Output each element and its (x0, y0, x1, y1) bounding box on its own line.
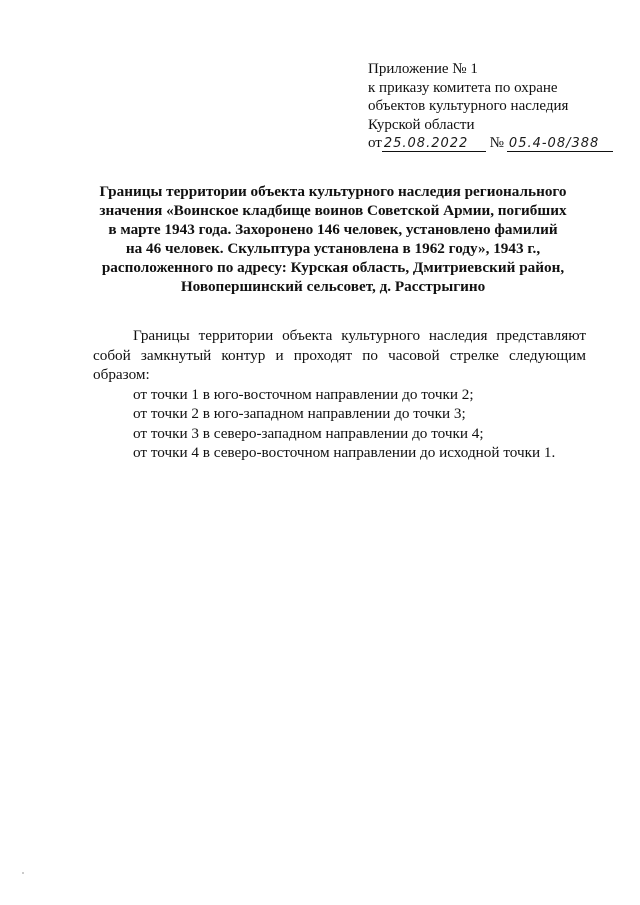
boundary-item: от точки 4 в северо-восточном направлении до исходной точки 1. (133, 444, 556, 461)
appendix-title: Приложение № 1 (368, 61, 478, 77)
intro-paragraph: Границы территории объекта культурного наследия представляют собой замкнутый контур и проходят по часовой стрелке следующим образом: (93, 327, 586, 383)
appendix-order-line: к приказу комитета по охране (368, 79, 558, 96)
handwritten-order-number: 05.4-08/388 (507, 137, 613, 152)
boundary-item: от точки 2 в юго-западном направлении до точки 3; (133, 405, 466, 422)
appendix-region-line: Курской области (368, 116, 475, 133)
appendix-committee-line: объектов культурного наследия (368, 98, 569, 114)
boundary-item: от точки 3 в северо-западном направлении до точки 4; (133, 424, 484, 442)
title-line: Границы территории объекта культурного наследия регионального (99, 183, 567, 200)
scan-speck (22, 872, 24, 874)
boundary-item: от точки 1 в юго-восточном направлении до точки 2; (133, 385, 474, 403)
title-line: Новопершинский сельсовет, д. Расстрыгино (180, 278, 486, 295)
appendix-header (368, 60, 618, 153)
title-line: значения «Воинское кладбище воинов Советской Армии, погибших (99, 202, 567, 219)
date-prefix: от (368, 135, 382, 151)
title-line: на 46 человек. Скульптура установлена в 1962 году», 1943 г., (125, 240, 541, 257)
number-sign: № (489, 135, 504, 151)
handwritten-date: 25.08.2022 (382, 137, 486, 152)
title-line: в марте 1943 года. Захоронено 146 человек, установлено фамилий (108, 221, 558, 238)
title-line: расположенного по адресу: Курская область, Дмитриевский район, (101, 259, 565, 276)
document-title (88, 182, 578, 296)
appendix-date-number-line (368, 134, 618, 153)
document-body (93, 326, 586, 463)
